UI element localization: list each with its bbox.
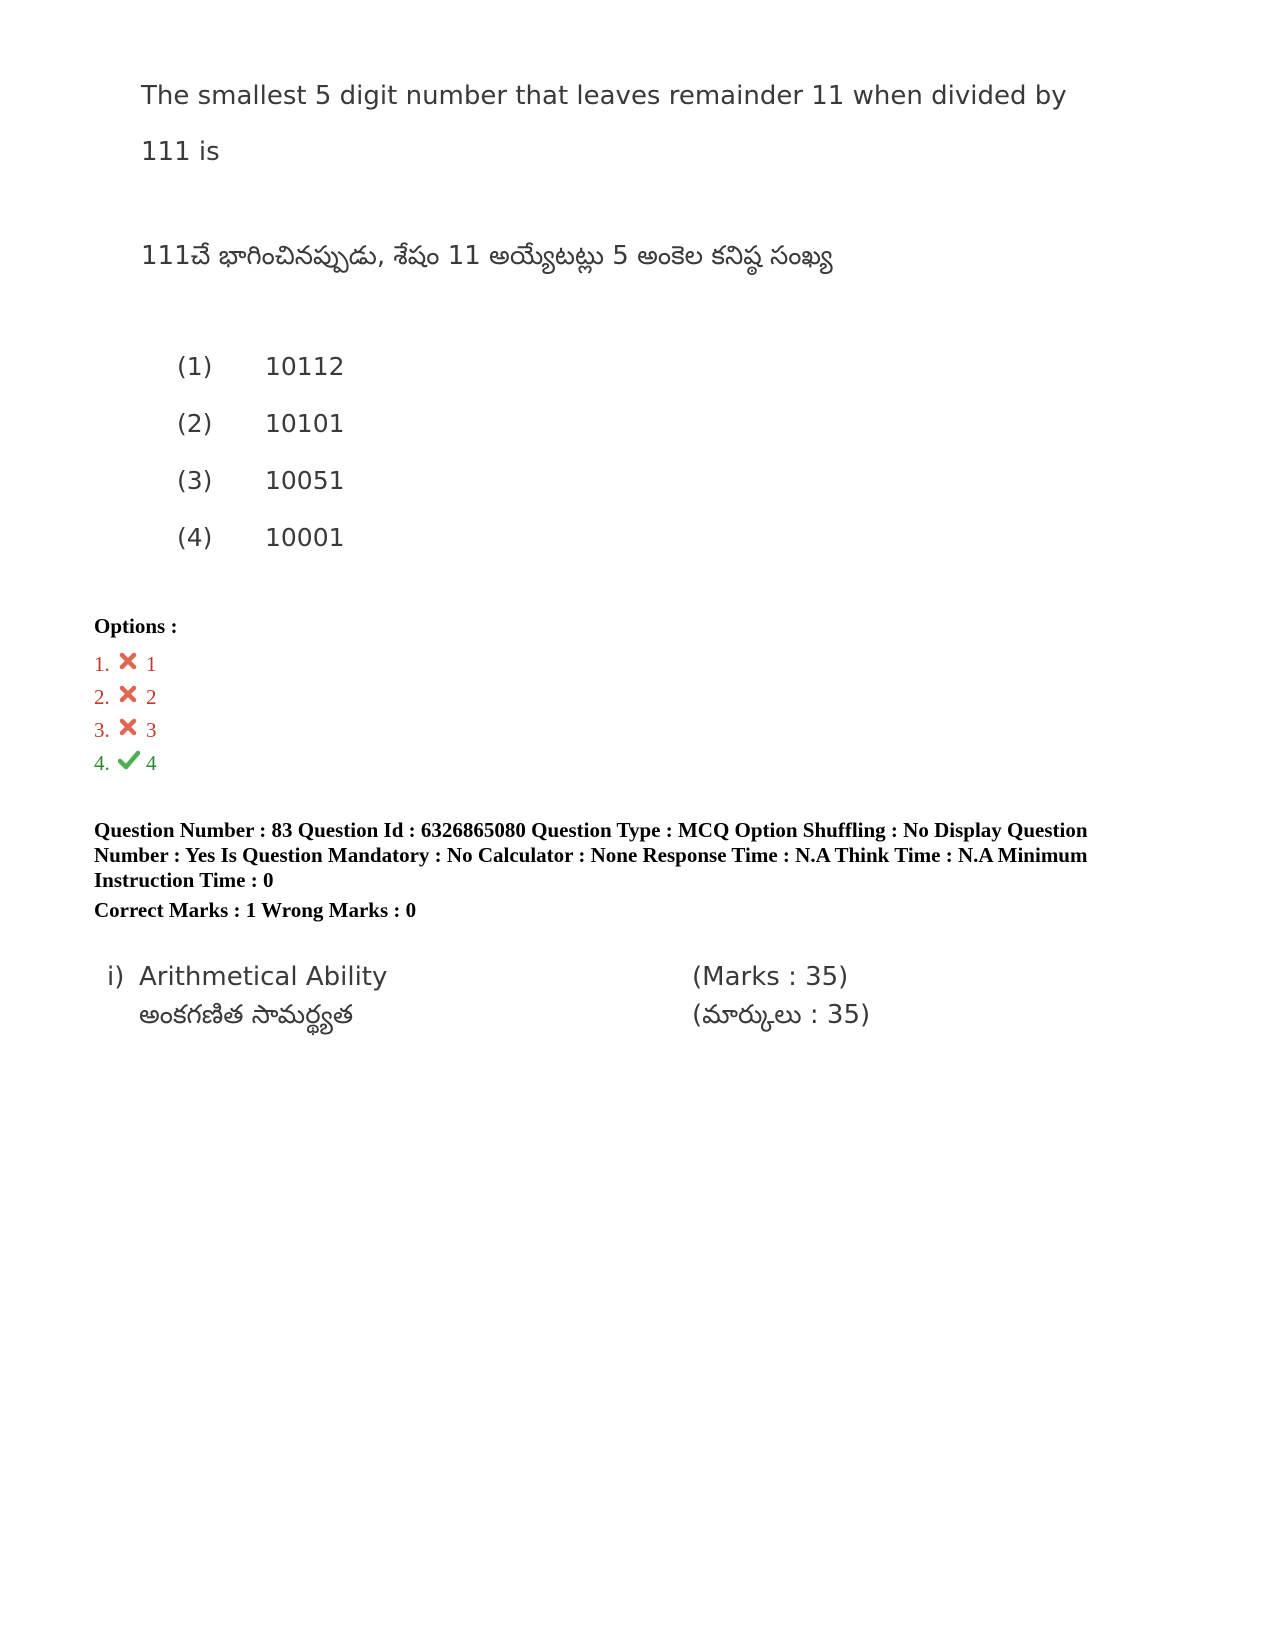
option-item bbox=[94, 648, 157, 681]
question-text-english: The smallest 5 digit number that leaves remainder 11 when divided by 111 is bbox=[141, 81, 1067, 167]
question-text-telugu: 111చే భాగించినప్పుడు, శేషం 11 అయ్యేటట్లు 5 అంకెల కనిష్ఠ సంఖ్య bbox=[141, 241, 833, 271]
choice-number: (3) bbox=[177, 466, 213, 495]
option-item bbox=[94, 747, 157, 780]
cross-icon bbox=[118, 717, 138, 737]
choice-number: (4) bbox=[177, 523, 213, 552]
option-number: 2. bbox=[94, 685, 110, 709]
section-title-telugu: అంకగణిత సామర్థ్యత bbox=[139, 1000, 354, 1030]
choice-value: 10051 bbox=[265, 466, 345, 495]
section-header bbox=[107, 958, 1107, 1034]
metadata-line: Instruction Time : 0 bbox=[94, 868, 274, 892]
option-label: 4 bbox=[146, 751, 157, 775]
metadata-line: Number : Yes Is Question Mandatory : No Calculator : None Response Time : N.A Think Time : N.A Minimum bbox=[94, 843, 1088, 867]
choice-item bbox=[177, 523, 345, 580]
choice-number: (1) bbox=[177, 352, 213, 381]
marks-info: Correct Marks : 1 Wrong Marks : 0 bbox=[94, 898, 417, 922]
option-number: 1. bbox=[94, 652, 110, 676]
option-number: 4. bbox=[94, 751, 110, 775]
section-title-english: Arithmetical Ability bbox=[139, 962, 388, 992]
option-label: 2 bbox=[146, 685, 157, 709]
option-item bbox=[94, 681, 157, 714]
section-marks-english: (Marks : 35) bbox=[692, 962, 849, 992]
cross-icon bbox=[118, 684, 138, 704]
section-number: i) bbox=[107, 962, 125, 992]
option-label: 3 bbox=[146, 718, 157, 742]
choice-value: 10101 bbox=[265, 409, 345, 438]
cross-icon bbox=[118, 651, 138, 671]
choice-item bbox=[177, 352, 345, 409]
check-icon bbox=[118, 750, 138, 770]
option-number: 3. bbox=[94, 718, 110, 742]
choice-value: 10001 bbox=[265, 523, 345, 552]
choice-item bbox=[177, 466, 345, 523]
choice-value: 10112 bbox=[265, 352, 345, 381]
option-label: 1 bbox=[146, 652, 157, 676]
metadata-line: Question Number : 83 Question Id : 6326865080 Question Type : MCQ Option Shuffling : No Display Question bbox=[94, 818, 1088, 842]
option-item bbox=[94, 714, 157, 747]
question-metadata bbox=[94, 818, 1194, 893]
options-heading: Options : bbox=[94, 614, 178, 638]
options-list bbox=[94, 648, 157, 780]
section-marks-telugu: (మార్కులు : 35) bbox=[692, 1000, 871, 1030]
answer-choices bbox=[177, 352, 345, 580]
choice-number: (2) bbox=[177, 409, 213, 438]
choice-item bbox=[177, 409, 345, 466]
